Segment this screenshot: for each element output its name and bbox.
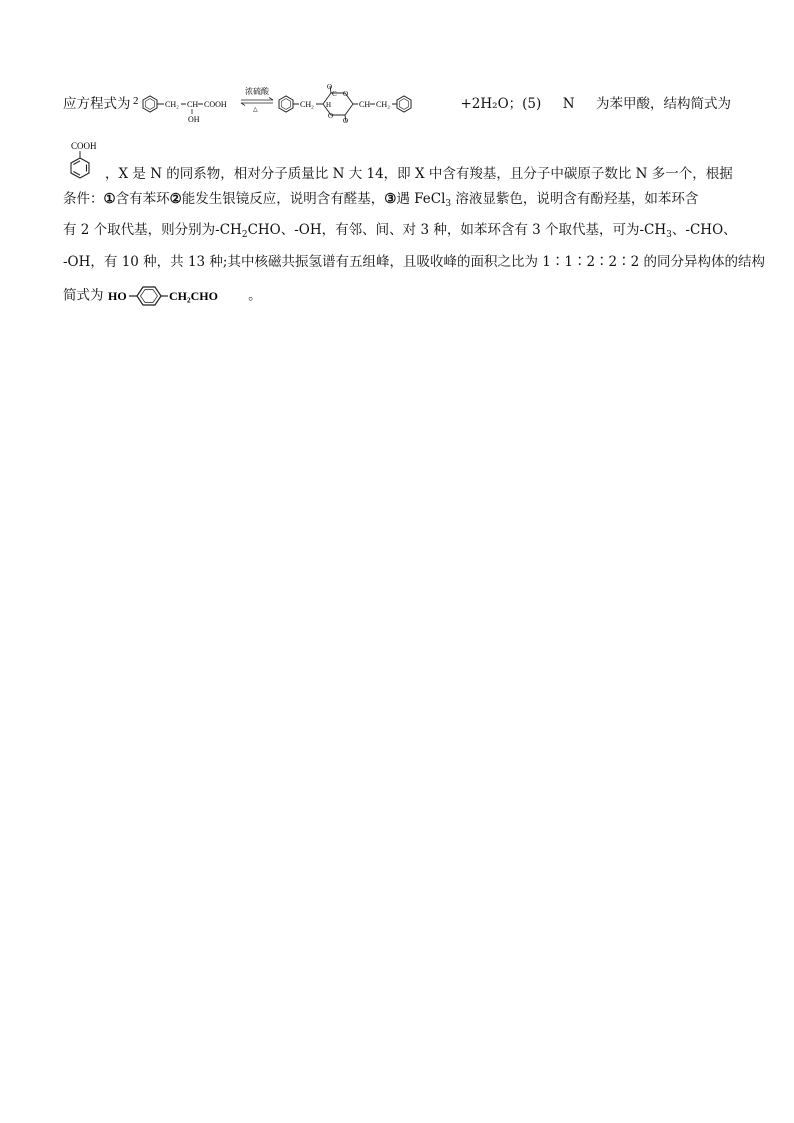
final-period: 。 [248, 287, 262, 304]
cooh-label: COOH [71, 141, 97, 151]
condition-marker-3: ③ [384, 191, 397, 207]
condition-heat-label: △ [252, 107, 258, 113]
reaction-prefix: 应方程式为 [63, 96, 131, 112]
benzene-ring-icon [279, 96, 293, 112]
substituent-line-1 [63, 220, 737, 245]
condition-3-text-cont: 溶液显紫色，说明含有酚羟基，如苯环含 [451, 191, 699, 207]
ring-carbonyl-o-bottom: O [342, 117, 348, 124]
reactant-oh-label: OH [187, 115, 200, 124]
reaction-equation [63, 84, 541, 124]
reaction-suffix: 为苯甲酸，结构简式为 [596, 96, 731, 112]
benzoic-acid-structure [63, 140, 103, 184]
ch3-subscript: 3 [666, 230, 672, 240]
ch2-subscript: 2 [241, 230, 248, 240]
ring-carbonyl-o-top: O [326, 84, 332, 91]
condition-catalyst-label: 浓硫酸 [244, 87, 269, 96]
benzene-ring-icon [143, 96, 157, 112]
reaction-coefficient: 2 [132, 95, 138, 107]
conditions-label: 条件： [63, 191, 104, 207]
substituent-text-1: 有 2 个取代基，则分别为-CH [63, 222, 242, 238]
isomer-count-line [63, 252, 765, 272]
isomer-count-text: -OH，有 10 种，共 13 种;其中核磁共振氢谱有五组峰，且吸收峰的面积之比为 1∶1∶2∶2∶2 的同分异构体的结构 [63, 254, 765, 270]
reactant-cooh-label: COOH [203, 100, 227, 109]
product-ch2-label: CH₂ [299, 100, 314, 109]
homolog-explanation: ，X 是 N 的同系物，相对分子质量比 N 大 14，即 X 中含有羧基，且分子中碳原子数比 N 多一个，根据 [105, 166, 733, 182]
condition-1-text: 含有苯环 [115, 191, 170, 207]
ring-o-top: O [342, 90, 348, 98]
benzene-ring-icon [397, 96, 411, 112]
n-letter: N [562, 96, 575, 112]
fecl3-subscript: 3 [445, 199, 452, 209]
final-structure-diagram [108, 284, 244, 308]
reaction-line [63, 84, 731, 124]
ring-h-label: H [325, 101, 331, 109]
condition-marker-1: ① [103, 191, 116, 207]
ring-c-top: C [331, 90, 337, 98]
ring-o-bottom: O [327, 112, 333, 120]
substituent-text-3: 、-CHO、 [671, 222, 737, 238]
conditions-line [63, 189, 731, 214]
ch2cho-label: CH₂CHO [168, 289, 218, 303]
benzene-ring-icon [71, 158, 89, 178]
reactant-ch2-label: CH₂ [164, 100, 179, 109]
benzene-ring-icon [137, 287, 161, 305]
product-ch-label: CH [358, 100, 370, 109]
reactant-ch-label: CH [186, 100, 198, 109]
benzoic-acid-line [63, 140, 731, 184]
final-structure-prefix: 简式为 [63, 287, 104, 304]
water-and-item-label: +2H₂O；(5) [460, 96, 542, 112]
substituent-text-2: CHO、-OH，有邻、间、对 3 种，如苯环含有 3 个取代基，可为-CH [247, 222, 667, 238]
final-structure-line [63, 284, 731, 308]
reaction-structure-diagram [131, 84, 461, 124]
condition-2-text: 能发生银镜反应，说明含有醛基， [181, 191, 385, 207]
ho-label: HO [107, 289, 127, 303]
condition-marker-2: ② [169, 191, 182, 207]
product-ch2-label-2: CH₂ [375, 100, 390, 109]
condition-3-text: 遇 FeCl [396, 191, 446, 207]
